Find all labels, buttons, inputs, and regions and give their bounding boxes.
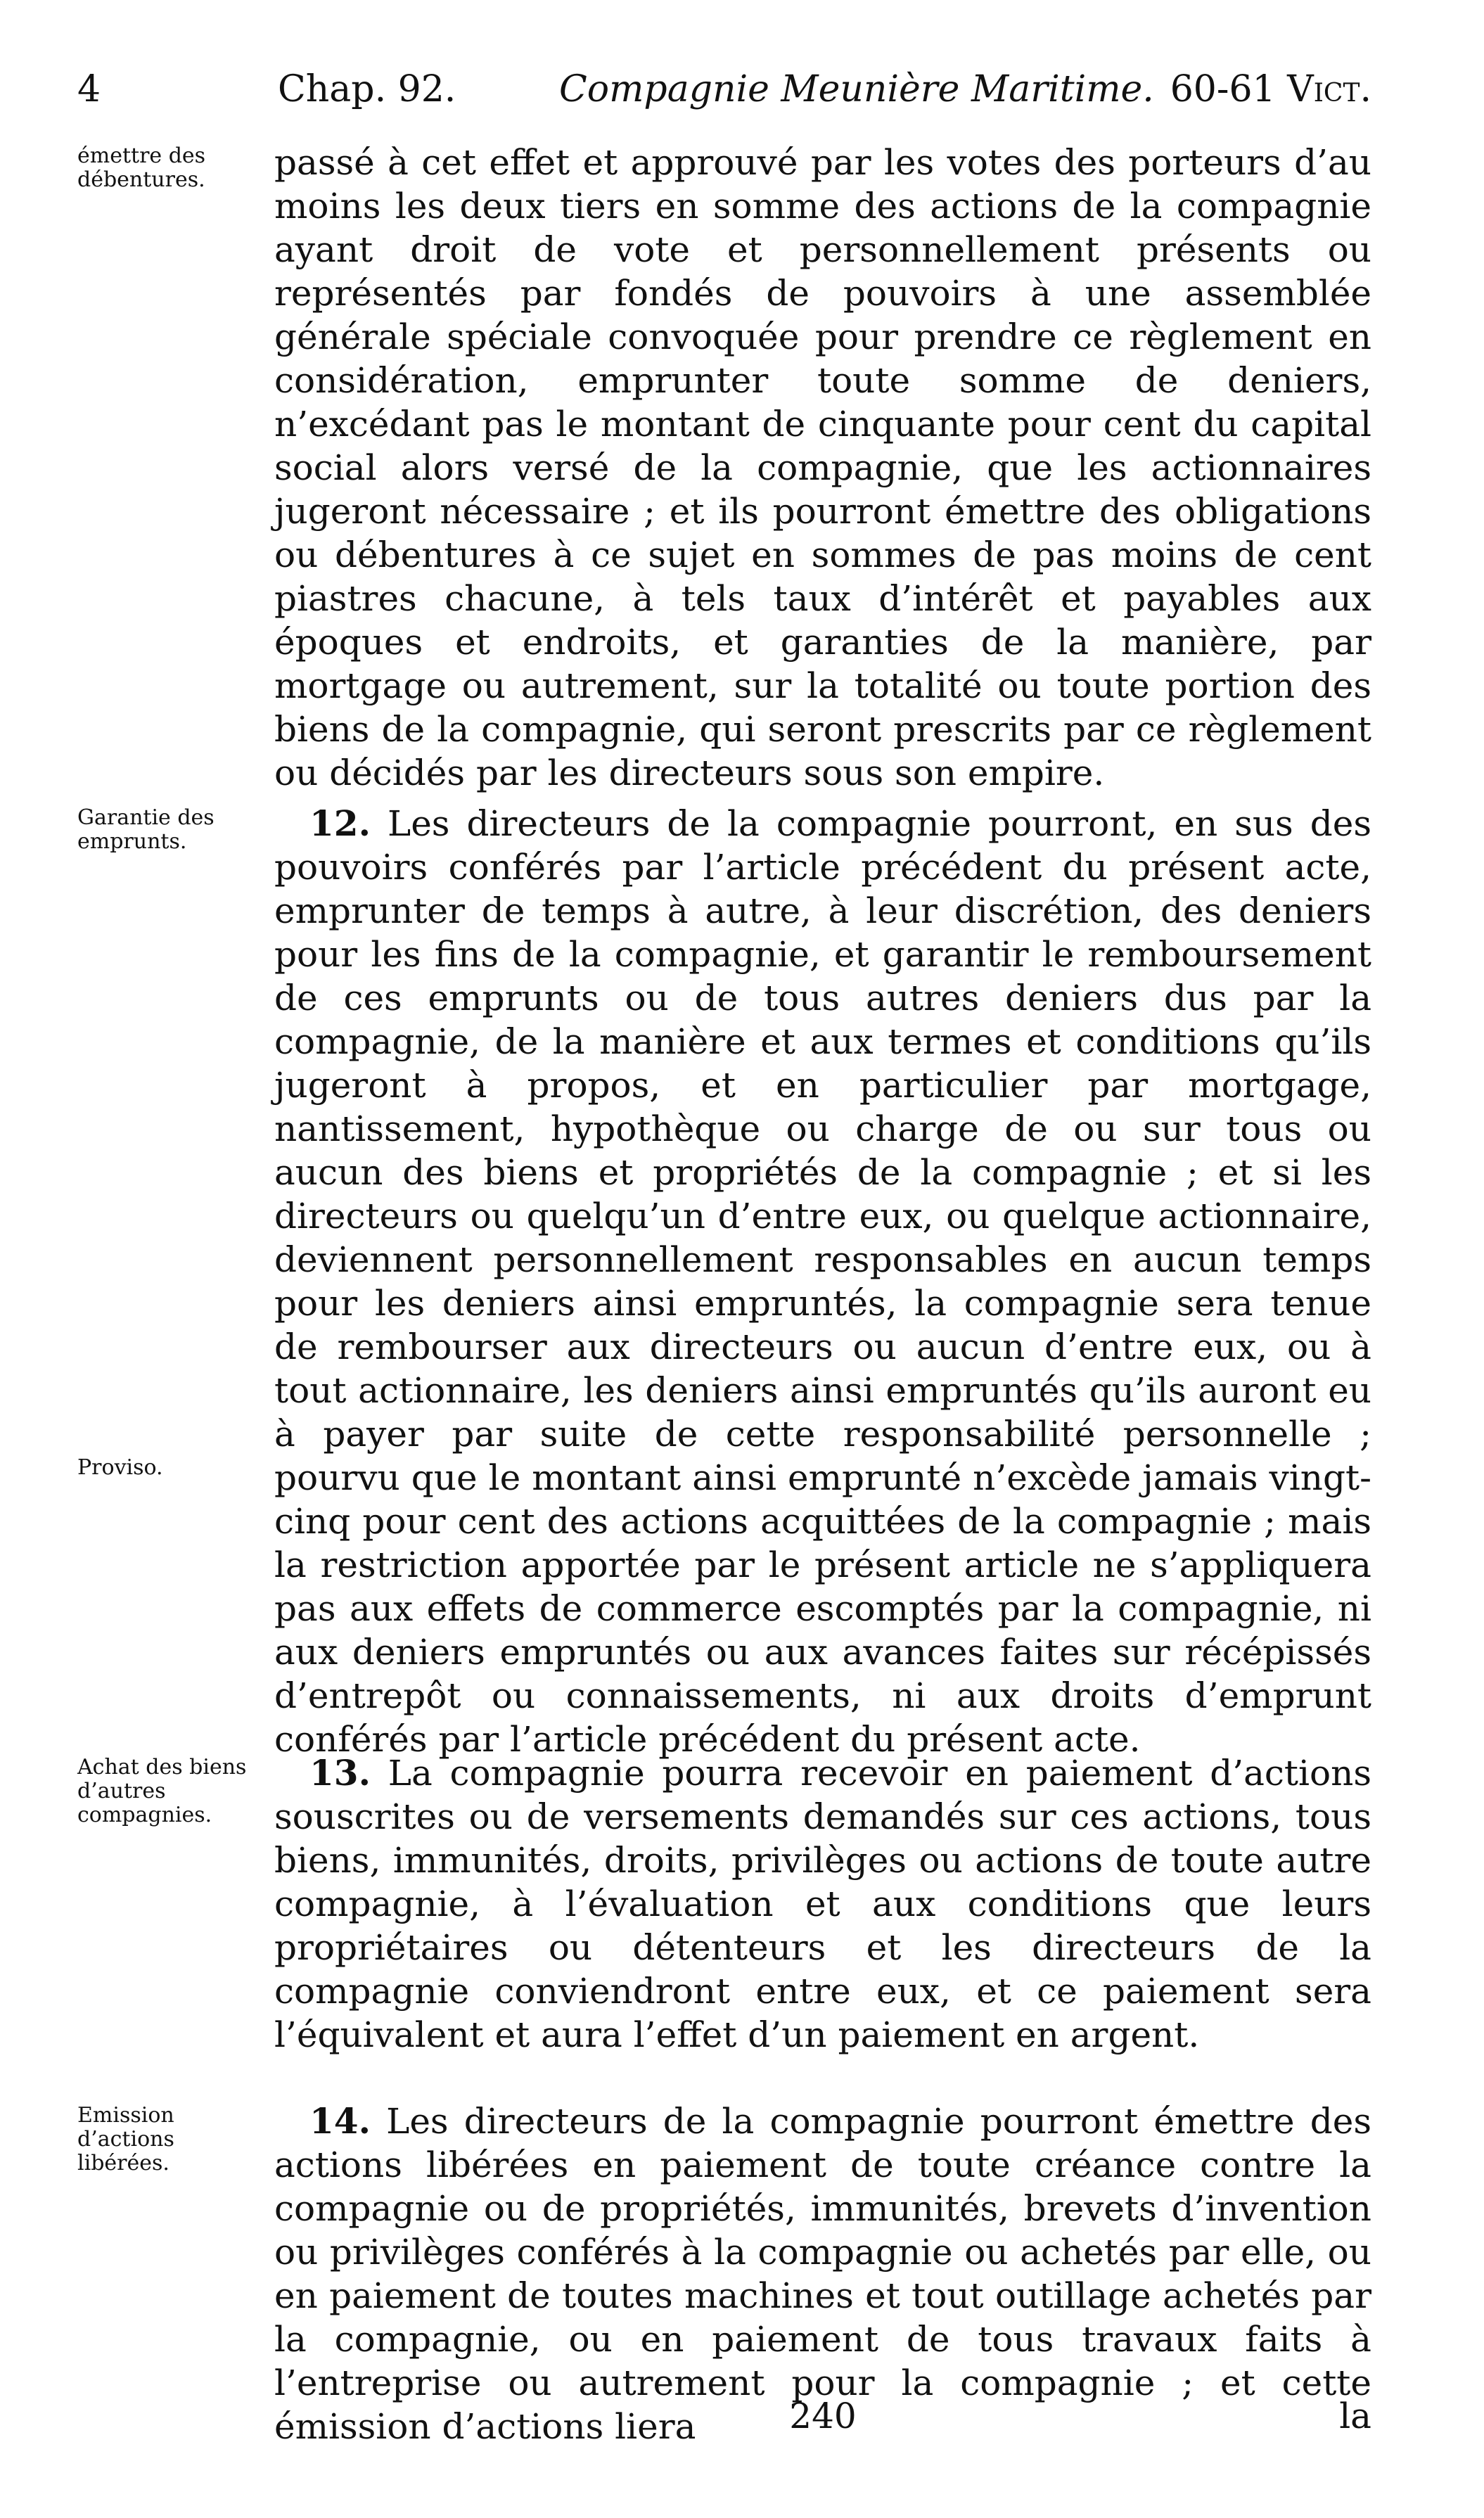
section-body: passé à cet effet et approuvé par les votes des porteurs d’au moins les deux tiers en somme des actions de la compagnie ayant droit de vote et personnellement présents ou représentés par fondés de pouvoirs à une assemblée générale spéciale convoquée pour prendre ce règlement en considération, emprunter toute somme de deniers, n’excédant pas le montant de cinquante pour cent du capital social alors versé de la compagnie, que les actionnaires jugeront nécessaire ; et ils pourront émettre des obligations ou débentures à ce sujet en sommes de pas moins de cent piastres chacune, à tels taux d’intérêt et payables aux époques et endroits, et garanties de la manière, par mortgage ou autrement, sur la totalité ou toute portion des biens de la compagnie, qui seront prescrits par ce règlement ou décidés par les directeurs sous son empire. (274, 142, 1371, 793)
side-note: Garantie des emprunts. (77, 805, 215, 854)
section-text (274, 141, 1371, 795)
proviso-note: Proviso. (77, 1455, 163, 1480)
side-note: émettre des débentures. (77, 143, 206, 192)
catchword: la (1339, 2396, 1371, 2436)
regnal-year: 60-61 Vict. (1170, 68, 1371, 110)
section-number: 14. (309, 2100, 371, 2142)
side-note: Achat des biens d’autres compagnies. (77, 1755, 247, 1827)
side-note: Emission d’actions libérées. (77, 2103, 174, 2175)
section-text (274, 802, 1371, 1761)
page-number: 4 (77, 68, 101, 110)
section-number: 13. (309, 1752, 371, 1794)
section-body: La compagnie pourra recevoir en paiement d’actions souscrites ou de versements demandés sur ces actions, tous biens, immunités, droits, privilèges ou actions de toute autre compagnie, à l’évaluation et aux conditions que leurs propriétaires ou détenteurs et les directeurs de la compagnie conviendront entre eux, et ce paiement sera l’équivalent et aura l’effet d’un paiement en argent. (274, 1753, 1371, 2055)
act-title: Compagnie Meunière Maritime. (559, 68, 1154, 110)
section-text (274, 1751, 1371, 2057)
section-body: Les directeurs de la compagnie pourront émettre des actions libérées en paiement de toute créance contre la compagnie ou de propriétés, immunités, brevets d’invention ou privilèges conférés à la compagnie ou achetés par elle, ou en paiement de toutes machines et tout outillage achetés par la compagnie, ou en paiement de tous travaux faits à l’entreprise ou autrement pour la compagnie ; et cette émission d’actions liera (274, 2101, 1371, 2447)
running-header (77, 65, 1371, 114)
folio-number: 240 (789, 2396, 857, 2436)
chapter-label: Chap. 92. (278, 68, 456, 110)
section-body: Les directeurs de la compagnie pourront, en sus des pouvoirs conférés par l’article précédent du présent acte, emprunter de temps à autre, à leur discrétion, des deniers pour les fins de la compagnie, et garantir le remboursement de ces emprunts ou de tous autres deniers dus par la compagnie, de la manière et aux termes et conditions qu’ils jugeront à propos, et en particulier par mortgage, nantissement, hypothèque ou charge de ou sur tous ou aucun des biens et propriétés de la compagnie ; et si les directeurs ou quelqu’un d’entre eux, ou quelque actionnaire, deviennent personnellement responsables en aucun temps pour les deniers ainsi empruntés, la compagnie sera tenue de rembourser aux directeurs ou aucun d’entre eux, ou à tout actionnaire, les deniers ainsi empruntés qu’ils auront eu à payer par suite de cette responsabilité personnelle ; pourvu que le montant ainsi emprunté n’excède jamais vingt-cinq pour cent des actions acquittées de la compagnie ; mais la restriction apportée par le présent article ne s’appliquera pas aux effets de commerce escomptés par la compagnie, ni aux deniers empruntés ou aux avances faites sur récépissés d’entrepôt ou connaissements, ni aux droits d’emprunt conférés par l’article précédent du présent acte. (274, 803, 1371, 1760)
section-number: 12. (309, 803, 371, 844)
page-footer (274, 2391, 1371, 2441)
